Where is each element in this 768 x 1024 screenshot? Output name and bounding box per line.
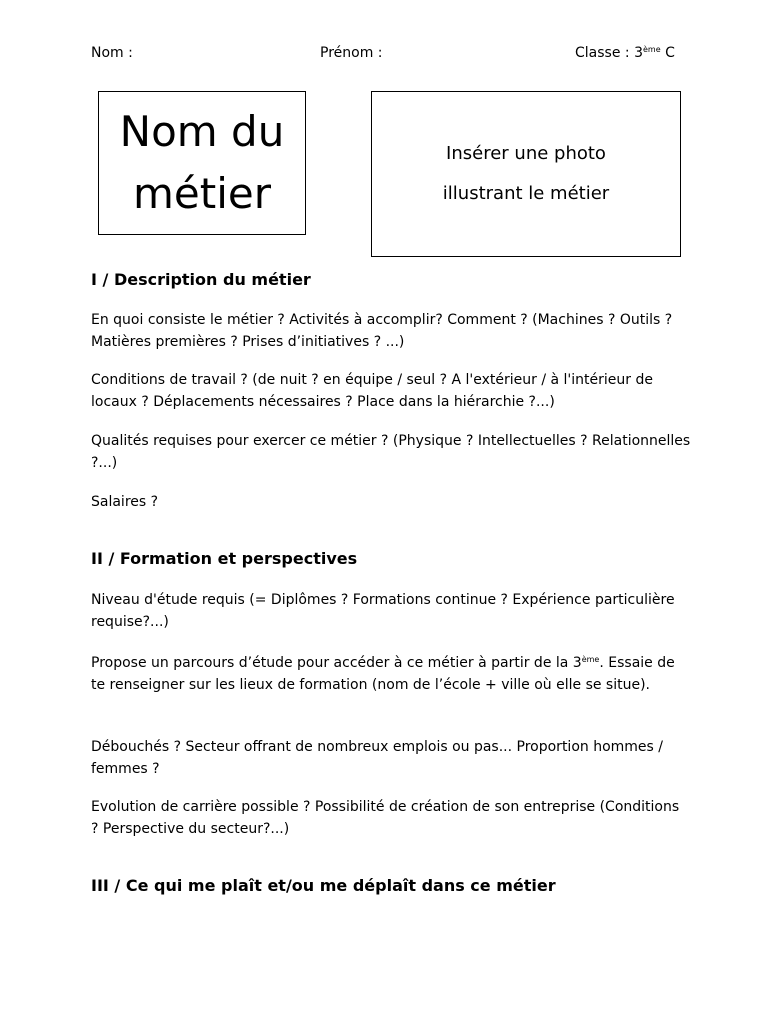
- section1-heading: I / Description du métier: [91, 270, 311, 289]
- section1-paragraph3: Qualités requises pour exercer ce métier ? (Physique ? Intellectuelles ? Relationnelles ?...): [91, 433, 691, 471]
- job-title-line2: métier: [132, 169, 271, 218]
- section2-paragraph3: Débouchés ? Secteur offrant de nombreux emplois ou pas... Proportion hommes / femmes ?: [91, 739, 663, 777]
- classe-prefix: Classe : 3: [575, 45, 643, 61]
- classe-superscript: ème: [642, 45, 661, 54]
- section2-paragraph2: [91, 653, 691, 696]
- section2-paragraph2-start: Propose un parcours d’étude pour accéder à ce métier à partir de la 3: [91, 655, 582, 671]
- photo-placeholder-line1: Insérer une photo: [446, 143, 606, 164]
- section3-heading: III / Ce qui me plaît et/ou me déplaît dans ce métier: [91, 876, 556, 895]
- section2-heading: II / Formation et perspectives: [91, 549, 358, 568]
- prenom-label: Prénom :: [320, 45, 383, 61]
- job-title-box: [98, 91, 306, 235]
- photo-placeholder-box: [371, 91, 681, 257]
- section1-paragraph4: Salaires ?: [91, 494, 159, 510]
- section2-paragraph4: Evolution de carrière possible ? Possibilité de création de son entreprise (Conditions ? Perspective du secteur?...): [91, 799, 680, 837]
- classe-label: [575, 45, 675, 61]
- job-title-line1: Nom du: [119, 107, 285, 156]
- photo-placeholder-line2: illustrant le métier: [442, 183, 610, 204]
- nom-label: Nom :: [91, 45, 133, 61]
- section2-paragraph1: Niveau d'étude requis (= Diplômes ? Formations continue ? Expérience particulière requise?...): [91, 592, 675, 630]
- section1-paragraph1: En quoi consiste le métier ? Activités à accomplir? Comment ? (Machines ? Outils ? Matières premières ? Prises d’initiatives ? ...): [91, 312, 673, 350]
- section2-paragraph2-end: . Essaie de te renseigner sur les lieux de formation (nom de l’école + ville où elle se situe).: [91, 655, 675, 693]
- classe-suffix: C: [660, 45, 675, 61]
- section1-paragraph2: Conditions de travail ? (de nuit ? en équipe / seul ? A l'extérieur / à l'intérieur de locaux ? Déplacements nécessaires ? Place dans la hiérarchie ?...): [91, 372, 653, 410]
- section2-paragraph2-superscript: ème: [581, 655, 600, 664]
